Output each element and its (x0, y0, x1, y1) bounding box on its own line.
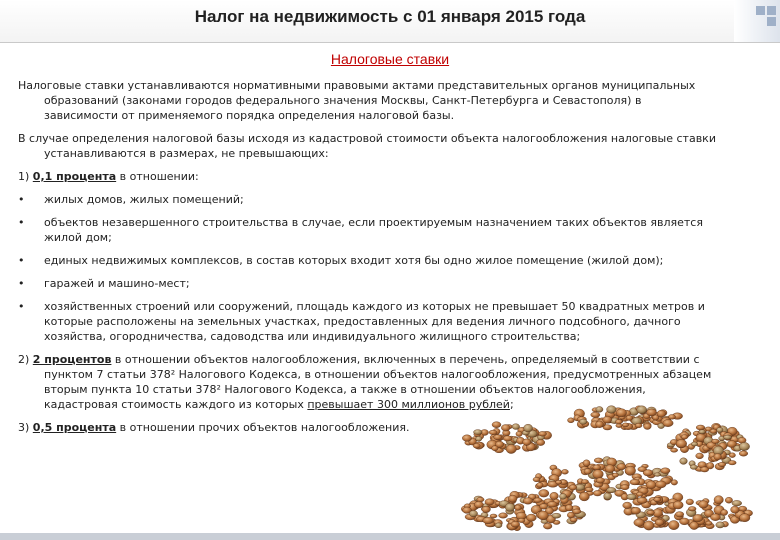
corner-decoration (734, 0, 780, 42)
list-item (18, 192, 718, 207)
coin (654, 473, 661, 477)
coin (710, 514, 720, 521)
coin (655, 519, 664, 525)
bullet: • (18, 277, 25, 290)
rate-value: 2 процентов (32, 353, 112, 366)
page-title: Налог на недвижимость с 01 января 2015 года (194, 7, 586, 26)
bullet: • (18, 216, 25, 229)
coin (690, 465, 697, 470)
coin (691, 442, 698, 446)
coin (499, 513, 508, 518)
item-number: 2) (18, 353, 33, 366)
coin (579, 492, 589, 501)
list-item-text: хозяйственных строений или сооружений, площадь каждого из которых не превышает 50 квадратных метров и которые расположены на земельных участках, предоставленных для ведения личного подсобного, дачного хозяйства, огородничества, садоводства или индивидуального жилищного строительства; (44, 300, 705, 343)
coin (637, 406, 647, 414)
coin (655, 481, 666, 488)
coin (492, 422, 501, 428)
coin (637, 497, 647, 503)
coin (718, 462, 726, 466)
coin (729, 453, 735, 458)
coin (714, 496, 723, 504)
rate-text: в отношении: (116, 170, 199, 183)
coin (569, 485, 577, 490)
coin (527, 514, 537, 521)
coin (686, 499, 694, 505)
coin (696, 453, 704, 459)
coin (552, 513, 561, 518)
coin (615, 420, 622, 425)
coin (494, 435, 502, 440)
list-item (18, 253, 718, 268)
coin (603, 416, 612, 423)
coin (647, 510, 655, 515)
coin (565, 505, 573, 511)
list-item (18, 215, 718, 245)
item-number: 1) (18, 170, 33, 183)
coin (594, 458, 603, 463)
coin (712, 439, 720, 443)
list-item-text: единых недвижимых комплексов, в состав которых входит хотя бы одно жилое помещение (жилой дом); (44, 254, 664, 267)
coin (616, 409, 626, 417)
coin (710, 429, 717, 433)
coin (631, 507, 641, 514)
item-number: 3) (18, 421, 33, 434)
rate-value: 0,5 процента (32, 421, 117, 434)
coin (634, 519, 644, 527)
coin (739, 514, 750, 522)
coin (593, 465, 601, 470)
coin (596, 421, 604, 428)
coin (489, 430, 497, 435)
coin (663, 420, 673, 427)
rate-1-line (18, 169, 718, 184)
coin (490, 514, 497, 518)
coin (543, 523, 552, 529)
coin (731, 506, 740, 513)
intro-paragraph: Налоговые ставки устанавливаются нормативными правовыми актами представительных органов муниципальных образований (законами городов федерального значения Москвы, Санкт-Петербурга и Севастополя) в зависимости от применяемого порядка определения налоговой базы. (18, 79, 696, 122)
decor-square (756, 6, 765, 15)
coin (693, 514, 703, 521)
coin (474, 430, 483, 435)
coin (572, 509, 581, 514)
coin (482, 506, 491, 513)
coin (607, 406, 617, 414)
list-item-text: жилых домов, жилых помещений; (44, 193, 244, 206)
threshold-emphasis: превышает 300 миллионов рублей (307, 398, 510, 411)
bullet: • (18, 300, 25, 313)
coin (559, 494, 566, 500)
coin (523, 498, 533, 505)
coin (654, 497, 661, 501)
coin (716, 522, 725, 528)
coin (675, 512, 683, 517)
coin (506, 445, 516, 454)
coin (501, 425, 510, 432)
coin (550, 492, 559, 499)
list-item (18, 276, 718, 291)
list-item-text: гаражей и машино-мест; (44, 277, 190, 290)
section-subtitle: Налоговые ставки (330, 51, 450, 67)
coin (537, 483, 544, 488)
coin (699, 501, 709, 509)
coin (538, 431, 546, 436)
coin (533, 477, 540, 482)
coin (591, 412, 600, 417)
coin (681, 435, 688, 440)
coin (462, 435, 471, 442)
coin (583, 460, 590, 467)
coin (732, 500, 742, 506)
coin (739, 451, 748, 456)
coin (688, 507, 696, 512)
coin (581, 480, 588, 484)
coin (511, 521, 520, 527)
coin (547, 501, 557, 507)
coin (646, 481, 656, 489)
coin (503, 436, 512, 441)
coin (596, 407, 603, 413)
coin (485, 499, 494, 505)
coin (593, 470, 604, 479)
coin (476, 436, 482, 441)
coin (625, 466, 636, 475)
coin (607, 487, 617, 492)
rate-value: 0,1 процента (32, 170, 117, 183)
coin (669, 521, 680, 530)
coin (661, 468, 670, 474)
bottom-bar (0, 533, 780, 540)
rate-text-end: ; (509, 398, 514, 411)
coin (568, 418, 575, 423)
coin (657, 410, 666, 417)
list-item-text: объектов незавершенного строительства в случае, если проектируемым назначением таких объектов является жилой дом; (44, 216, 703, 244)
coin (596, 478, 605, 484)
coin (483, 517, 494, 524)
coins-image (455, 400, 780, 532)
coin (626, 415, 633, 420)
rate-text: в отношении прочих объектов налогообложения. (116, 421, 410, 434)
coin (612, 473, 618, 477)
coin (495, 523, 502, 528)
rate-text: в отношении объектов налогообложения, включенных в перечень, определяемый в соответствии с пунктом 7 статьи 378² Налогового Кодекса, в отношении объектов налогообложения, предусмотренных абзацем вторым пункта 10 статьи 378² Налогового Кодекса, а также в отношении объектов налогообложения, кадастровая стоимость каждого из которых (44, 353, 712, 411)
coin (723, 435, 731, 439)
coin (533, 498, 542, 503)
coin (593, 490, 602, 496)
coin (644, 423, 652, 429)
coin (680, 458, 688, 465)
coin (739, 442, 749, 450)
coin (673, 501, 683, 509)
coin (474, 501, 483, 508)
decor-square (767, 17, 776, 26)
coin (676, 439, 687, 447)
coin (621, 485, 630, 490)
coin (644, 521, 655, 530)
coin (518, 518, 525, 522)
coin (604, 493, 612, 500)
coin (492, 446, 499, 451)
coin (539, 490, 549, 498)
coin (508, 495, 517, 502)
coin (516, 431, 522, 436)
coin (622, 423, 629, 427)
coin (505, 503, 514, 511)
coin (579, 419, 587, 424)
coin (570, 517, 577, 522)
coin (643, 470, 653, 476)
coin (538, 511, 549, 520)
coin (617, 464, 626, 470)
coin (714, 453, 722, 460)
coin (605, 465, 615, 473)
coin (469, 510, 477, 516)
coin (706, 521, 713, 525)
coin (524, 424, 533, 432)
coin (627, 494, 636, 500)
coin (717, 427, 724, 432)
coin (584, 469, 591, 475)
coin (555, 480, 561, 484)
coin (707, 462, 714, 469)
coin (725, 497, 732, 503)
coin (623, 502, 632, 509)
title-bar (0, 0, 780, 43)
coin (512, 424, 520, 430)
coin (515, 505, 522, 511)
coin (636, 492, 643, 496)
coin (585, 487, 593, 492)
coin (536, 439, 544, 445)
body-text (18, 78, 718, 443)
coin (696, 425, 705, 430)
coin (561, 469, 568, 474)
coin (647, 409, 657, 416)
decor-square (767, 6, 776, 15)
bullet: • (18, 254, 25, 267)
coin (690, 522, 699, 530)
coin (671, 448, 678, 452)
intro-paragraph: В случае определения налоговой базы исходя из кадастровой стоимости объекта налогообложения налоговые ставки устанавливаются в размерах, не превышающих: (18, 132, 716, 160)
list-item (18, 299, 718, 344)
coin (630, 479, 640, 485)
coin (721, 510, 728, 516)
property-list (18, 192, 718, 344)
coin (473, 443, 480, 448)
bullet: • (18, 193, 25, 206)
coin (523, 439, 531, 446)
coin (728, 461, 736, 465)
coin (680, 518, 690, 525)
coin (635, 423, 642, 428)
